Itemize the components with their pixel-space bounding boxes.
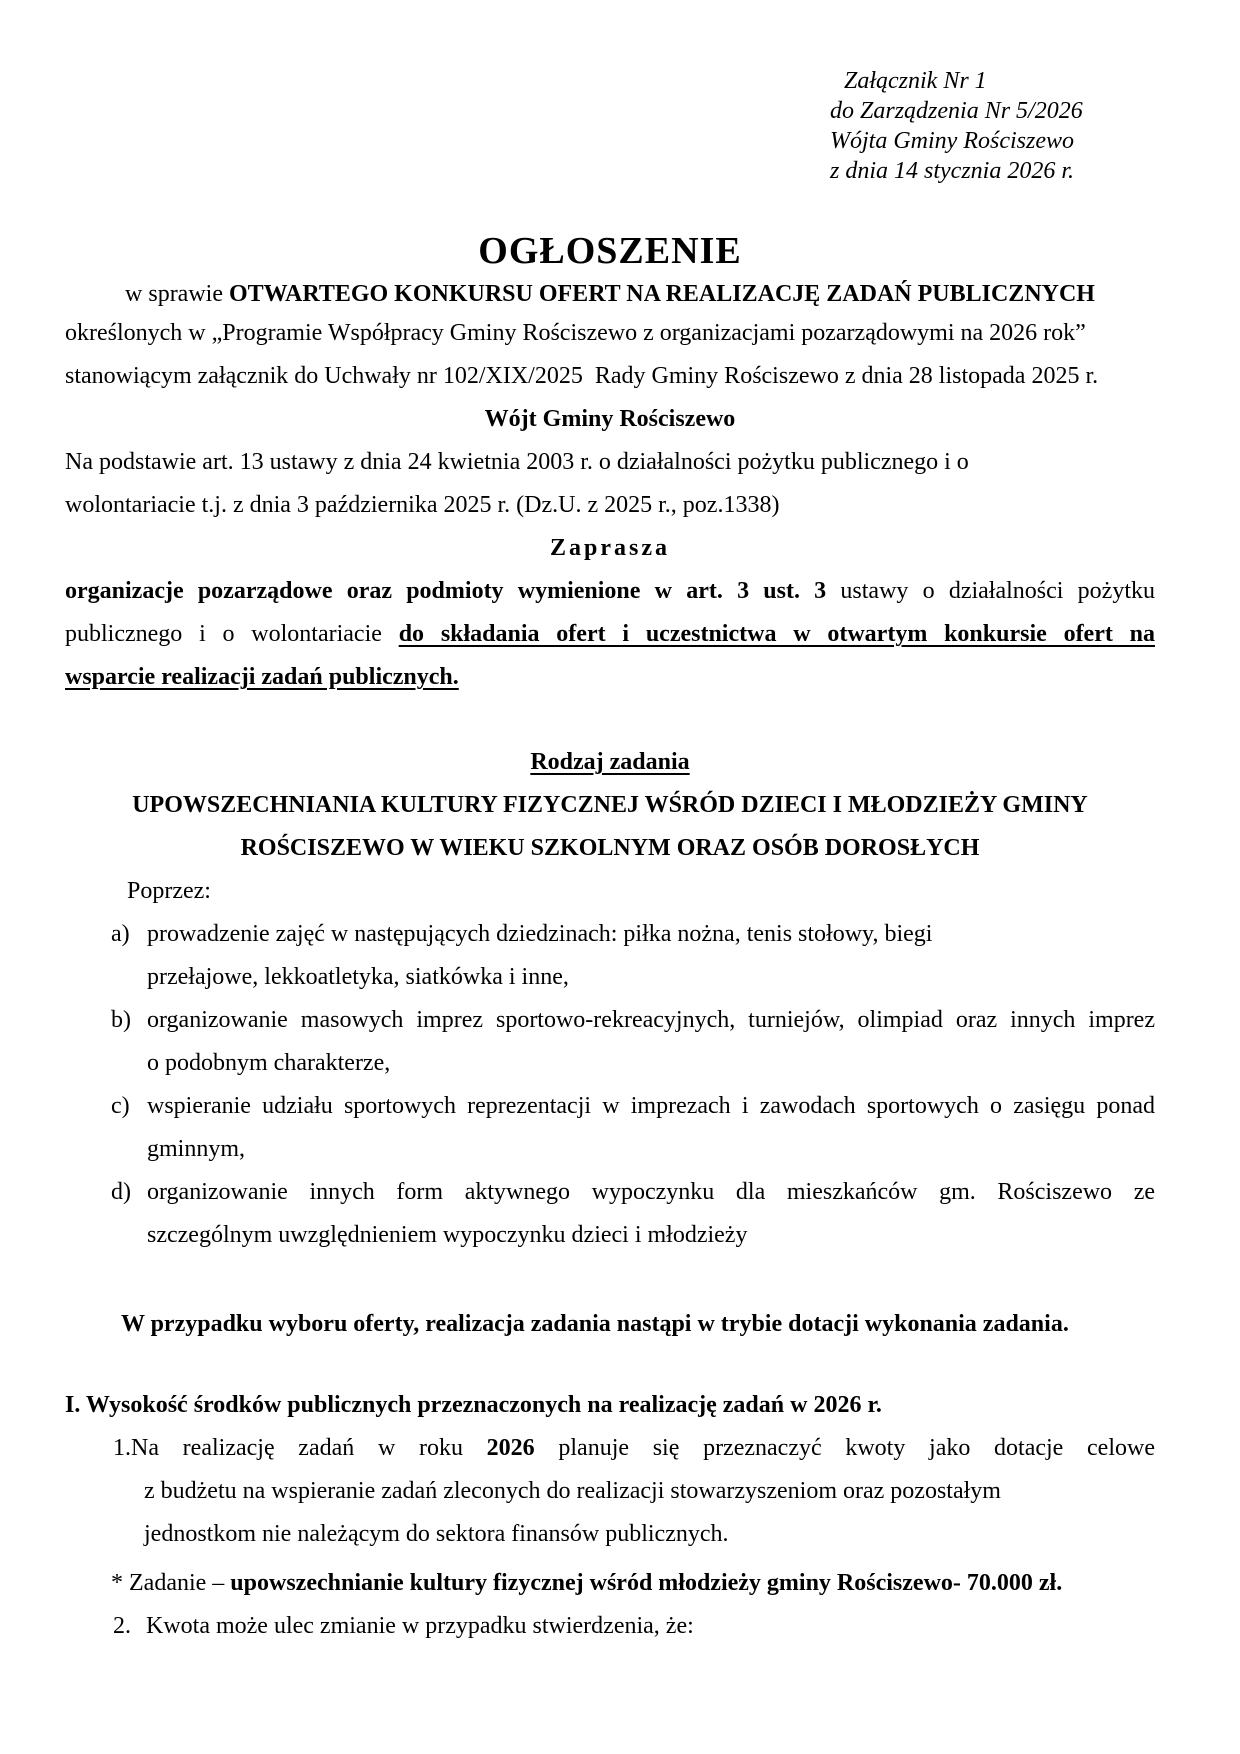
item-c-text-1: wspieranie udziału sportowych reprezentacji w imprezach i zawodach sportowych o zasięgu ponad: [147, 1093, 1155, 1119]
invitation-bold-segment: organizacje pozarządowe oraz podmioty wymienione w art. 3 ust. 3: [65, 578, 827, 604]
point-1-prefix: 1.Na realizację zadań w roku: [113, 1435, 487, 1461]
item-c-line-2: gminnym,: [147, 1136, 246, 1162]
through-label: Poprzez:: [127, 878, 211, 904]
intro-paragraph: [65, 312, 1155, 398]
item-d-line-2: szczególnym uwzględnieniem wypoczynku dzieci i młodzieży: [147, 1222, 748, 1248]
invitation-plain-segment-2: publicznego i o wolontariacie: [65, 621, 399, 647]
item-c-line-1: [111, 1085, 1155, 1128]
blank-line-spacer: [65, 1257, 1155, 1303]
point-1-line-2: z budżetu na wspieranie zadań zleconych do realizacji stowarzyszeniom oraz pozostałym: [144, 1478, 1001, 1504]
section-1-heading: I. Wysokość środków publicznych przeznaczonych na realizację zadań w 2026 r.: [65, 1392, 882, 1418]
legal-basis-line-2: wolontariacie t.j. z dnia 3 października 2025 r. (Dz.U. z 2025 r., poz.1338): [65, 492, 780, 518]
document-title: OGŁOSZENIE: [478, 230, 742, 272]
task-list-item-d: [111, 1171, 1155, 1257]
invitation-underlined-segment-1: do składania ofert i uczestnictwa w otwartym konkursie ofert na: [398, 621, 1155, 647]
section-1-point-1: [113, 1427, 1155, 1556]
item-d-text-1: organizowanie innych form aktywnego wypoczynku dla mieszkańców gm. Rościszewo ze: [147, 1179, 1155, 1205]
legal-basis-line-1: Na podstawie art. 13 ustawy z dnia 24 kwietnia 2003 r. o działalności pożytku publicznego i o: [65, 449, 969, 475]
point-1-suffix: planuje się przeznaczyć kwoty jako dotacje celowe: [534, 1435, 1155, 1461]
intro-line-1: określonych w „Programie Współpracy Gminy Rościszewo z organizacjami pozarządowymi na 2026 rok”: [65, 320, 1086, 346]
task-title-line-1: UPOWSZECHNIANIA KULTURY FIZYCZNEJ WŚRÓD DZIECI I MŁODZIEŻY GMINY: [132, 792, 1088, 818]
invite-word: Zaprasza: [550, 535, 670, 561]
grant-mode-note: W przypadku wyboru oferty, realizacja zadania nastąpi w trybie dotacji wykonania zadania.: [121, 1311, 1069, 1337]
intro-line-2: stanowiącym załącznik do Uchwały nr 102/XIX/2025 Rady Gminy Rościszewo z dnia 28 listopada 2025 r.: [65, 363, 1099, 389]
blank-line-spacer: [65, 1346, 1155, 1384]
authority-name: Wójt Gminy Rościszewo: [484, 406, 736, 432]
task-type-heading: Rodzaj zadania: [530, 749, 690, 775]
invitation-paragraph: [65, 570, 1155, 699]
subtitle-prefix: w sprawie: [125, 281, 229, 307]
invitation-line-1: [65, 570, 1155, 613]
document-subtitle: [65, 276, 1155, 312]
item-b-line-1: [111, 999, 1155, 1042]
task-amount-prefix: * Zadanie –: [111, 1570, 231, 1596]
task-list-item-a: [111, 913, 1155, 999]
item-b-marker: b): [111, 1007, 131, 1033]
item-a-line-1: [111, 913, 1155, 956]
point-2-text: Kwota może ulec zmianie w przypadku stwierdzenia, że:: [146, 1613, 694, 1639]
task-amount-note: [111, 1562, 1155, 1605]
item-a-text-1: prowadzenie zajęć w następujących dziedzinach: piłka nożna, tenis stołowy, biegi: [147, 921, 933, 947]
task-title: [65, 784, 1155, 870]
task-list-item-b: [111, 999, 1155, 1085]
task-list: [65, 913, 1155, 1257]
point-2-marker: 2.: [113, 1613, 131, 1639]
attachment-line-2: do Zarządzenia Nr 5/2026: [830, 98, 1083, 124]
attachment-line-1: Załącznik Nr 1: [844, 68, 987, 94]
section-1-point-2: [113, 1605, 1155, 1648]
item-d-line-1: [111, 1171, 1155, 1214]
task-amount-bold: upowszechnianie kultury fizycznej wśród młodzieży gminy Rościszewo- 70.000 zł.: [230, 1570, 1063, 1596]
subtitle-emphasis: OTWARTEGO KONKURSU OFERT NA REALIZACJĘ ZADAŃ PUBLICZNYCH: [228, 281, 1095, 307]
item-c-marker: c): [111, 1093, 130, 1119]
point-1-line-3: jednostkom nie należącym do sektora finansów publicznych.: [144, 1521, 729, 1547]
invitation-underlined-segment-2: wsparcie realizacji zadań publicznych.: [65, 664, 459, 690]
attachment-line-4: z dnia 14 stycznia 2026 r.: [830, 158, 1075, 184]
point-1-line-1: [113, 1427, 1155, 1470]
attachment-reference-block: [830, 66, 1155, 186]
item-b-text-1: organizowanie masowych imprez sportowo-rekreacyjnych, turniejów, olimpiad oraz innych imprez: [147, 1007, 1155, 1033]
invitation-plain-segment-1: ustawy o działalności pożytku: [826, 578, 1155, 604]
item-a-marker: a): [111, 921, 130, 947]
legal-basis-paragraph: [65, 441, 1155, 527]
task-list-item-c: [111, 1085, 1155, 1171]
item-b-line-2: o podobnym charakterze,: [147, 1050, 391, 1076]
invitation-line-2: [65, 613, 1155, 656]
point-1-year: 2026: [486, 1435, 535, 1461]
invitation-line-3: [65, 656, 1155, 699]
item-d-marker: d): [111, 1179, 131, 1205]
attachment-line-3: Wójta Gminy Rościszewo: [830, 128, 1074, 154]
task-type-heading-row: [65, 741, 1155, 784]
blank-line-spacer: [65, 699, 1155, 741]
task-title-line-2: ROŚCISZEWO W WIEKU SZKOLNYM ORAZ OSÓB DOROSŁYCH: [240, 835, 980, 861]
item-a-line-2: przełajowe, lekkoatletyka, siatkówka i inne,: [147, 964, 569, 990]
